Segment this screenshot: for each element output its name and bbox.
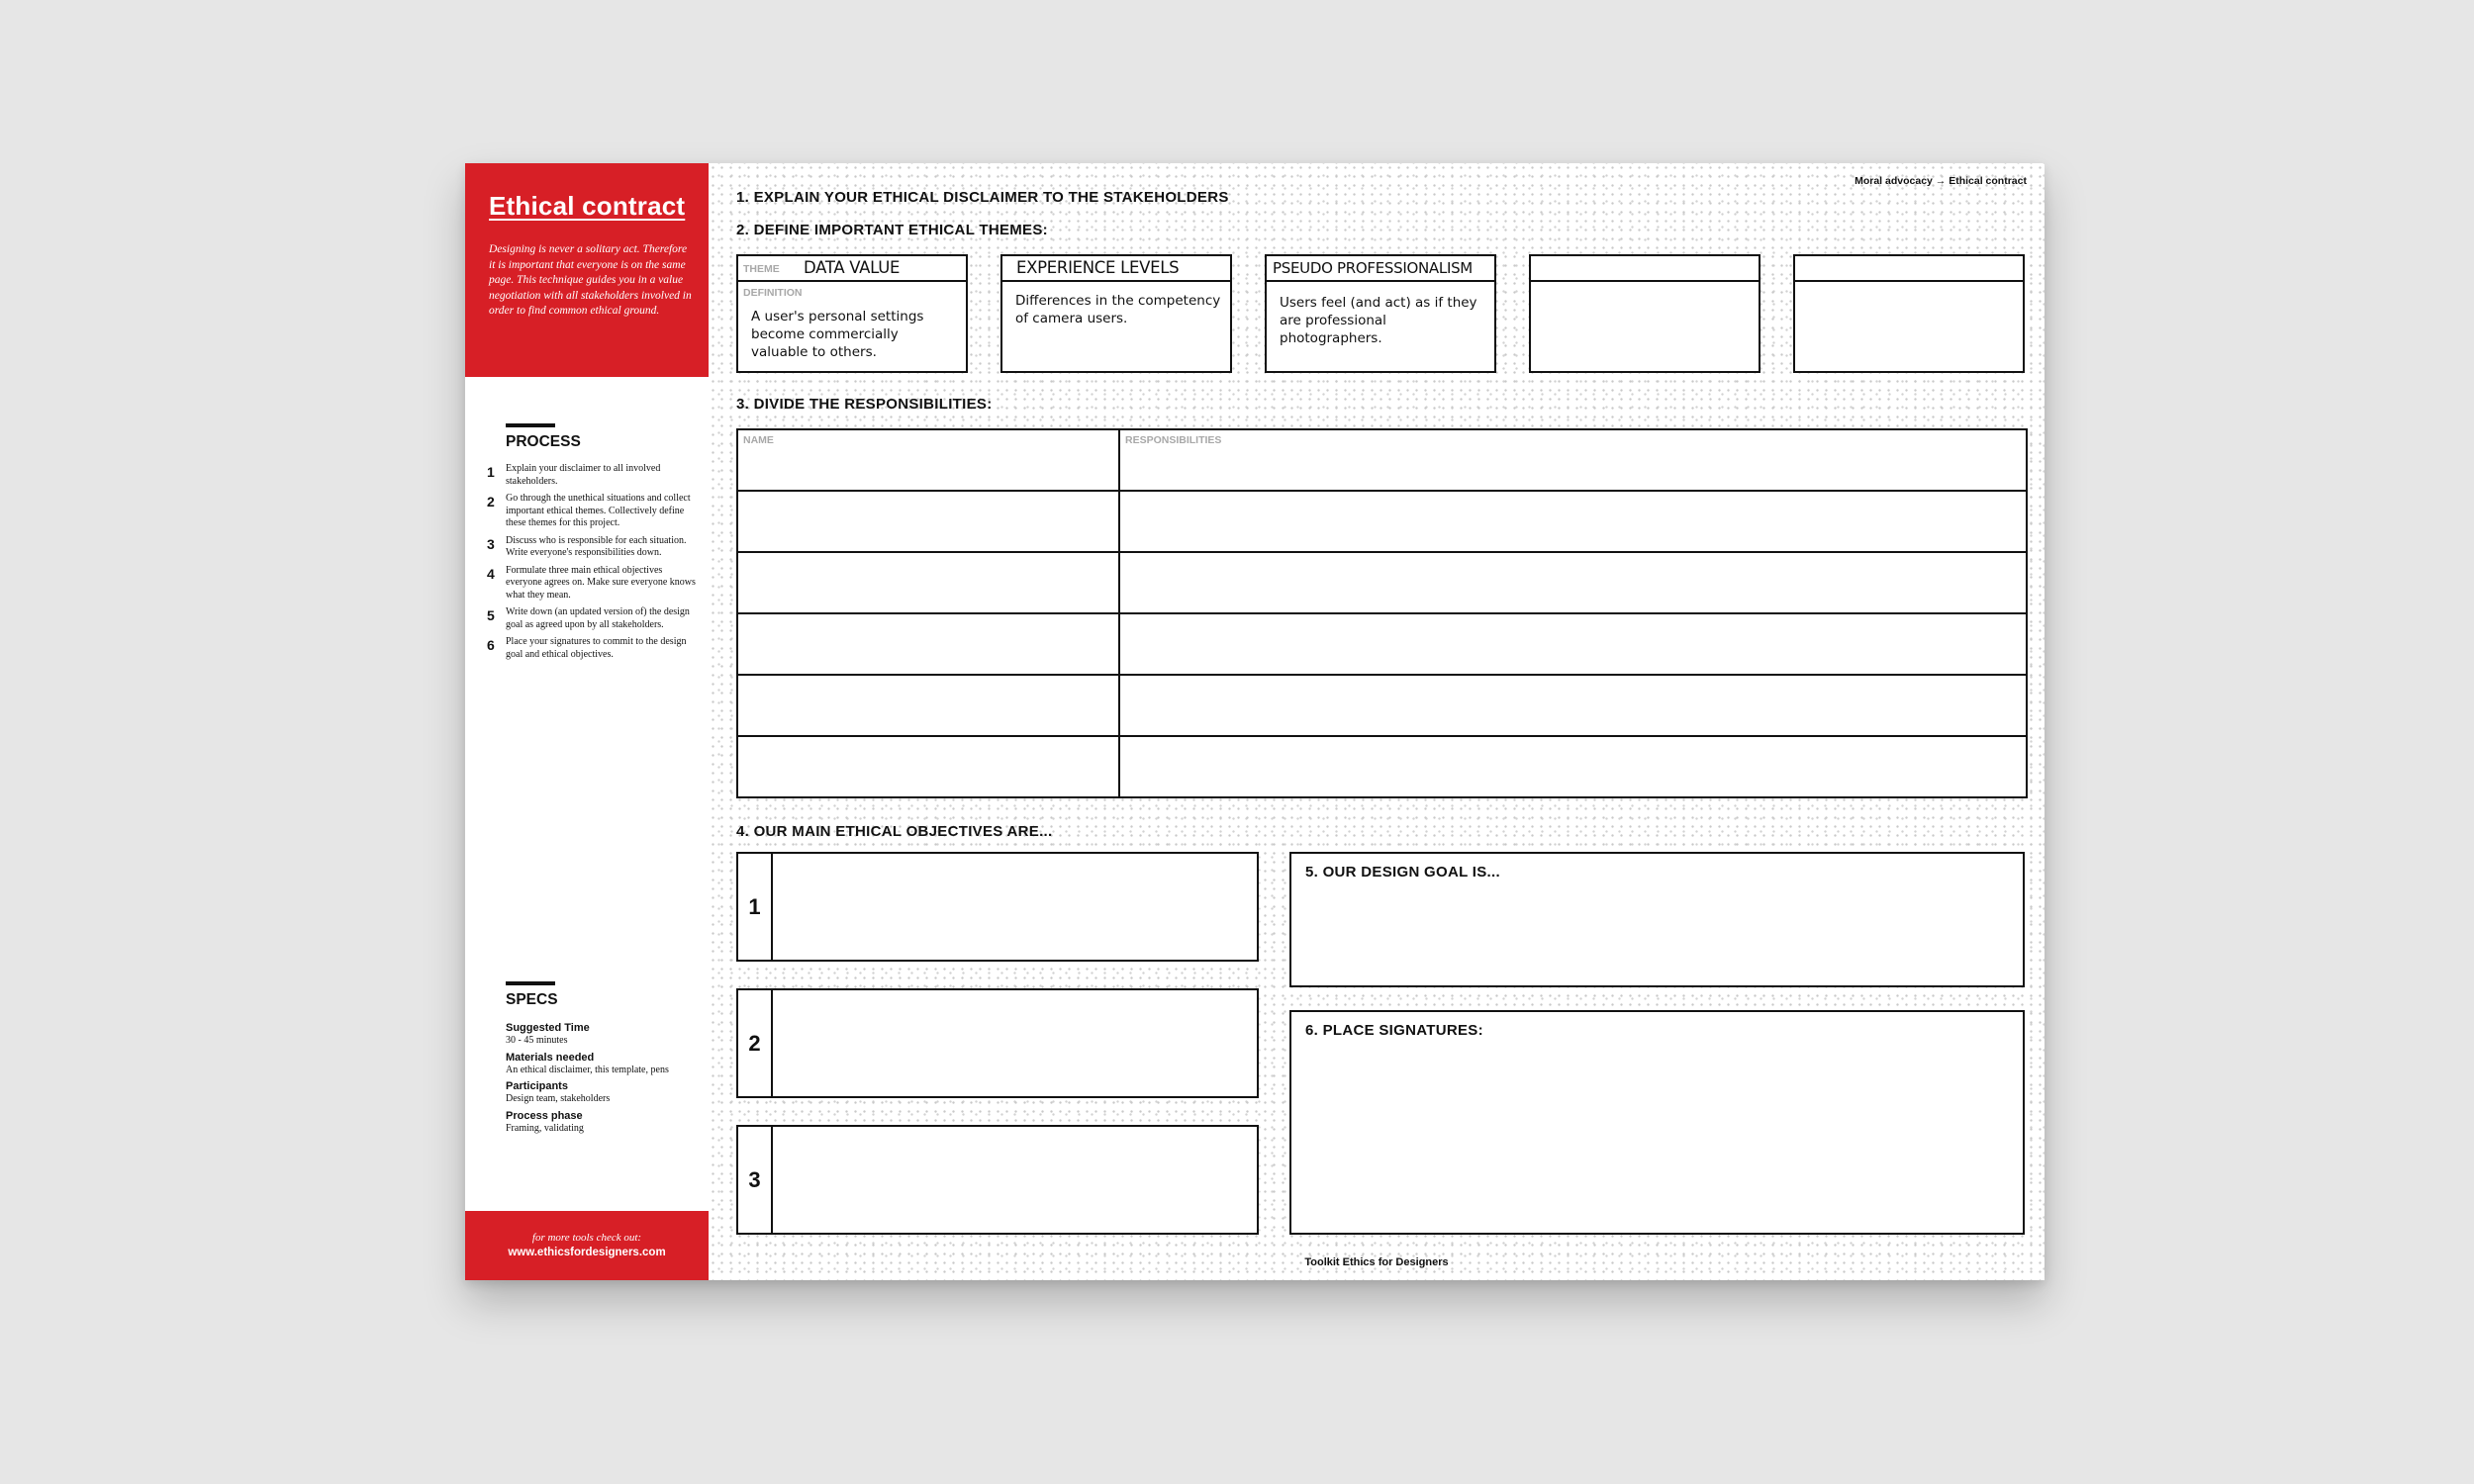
signatures-heading: 6. PLACE SIGNATURES:: [1305, 1022, 1483, 1039]
process-step: [487, 565, 697, 603]
name-cell[interactable]: [737, 736, 1119, 797]
toolkit-footer: Toolkit Ethics for Designers: [1304, 1256, 1449, 1268]
table-row: [737, 736, 2027, 797]
table-row: [737, 613, 2027, 675]
theme-card[interactable]: [1265, 254, 1496, 373]
theme-field[interactable]: [1531, 256, 1759, 282]
objective-box[interactable]: [736, 1125, 1259, 1235]
step-number: 6: [487, 637, 495, 653]
spec-label: Materials needed: [506, 1051, 595, 1064]
step2-heading: 2. DEFINE IMPORTANT ETHICAL THEMES:: [736, 222, 1048, 238]
sidebar: [465, 163, 709, 1280]
themes-row: [736, 254, 2027, 373]
name-cell[interactable]: [737, 675, 1119, 736]
process-heading: PROCESS: [506, 433, 581, 450]
process-step: [487, 636, 697, 661]
ethical-contract-sheet: [465, 163, 2045, 1280]
step4-heading: 4. OUR MAIN ETHICAL OBJECTIVES ARE...: [736, 823, 1053, 840]
spec-label: Participants: [506, 1080, 568, 1092]
worksheet-area: [709, 163, 2045, 1280]
theme-value: EXPERIENCE LEVELS: [1016, 258, 1180, 277]
step-text: Place your signatures to commit to the design goal and ethical objectives.: [506, 636, 687, 660]
column-header-responsibilities: RESPONSIBILITIES: [1119, 429, 2027, 491]
responsibility-cell[interactable]: [1119, 491, 2027, 552]
step-text: Discuss who is responsible for each situation. Write everyone's responsibilities down.: [506, 534, 687, 558]
step-text: Write down (an updated version of) the design goal as agreed upon by all stakeholders.: [506, 606, 690, 630]
theme-card[interactable]: [736, 254, 968, 373]
name-cell[interactable]: [737, 491, 1119, 552]
theme-field[interactable]: [1267, 256, 1494, 282]
step-number: 5: [487, 607, 495, 623]
theme-card[interactable]: [1000, 254, 1232, 373]
step-text: Formulate three main ethical objectives everyone agrees on. Make sure everyone knows what they mean.: [506, 564, 696, 601]
design-goal-heading: 5. OUR DESIGN GOAL IS...: [1305, 864, 1500, 881]
definition-value: A user's personal settings become commercially valuable to others.: [751, 309, 924, 360]
step-number: 3: [487, 535, 495, 552]
step-number: 1: [487, 464, 495, 480]
responsibility-cell[interactable]: [1119, 552, 2027, 613]
spec-label: Process phase: [506, 1109, 583, 1122]
theme-field[interactable]: [1002, 256, 1230, 282]
website-link[interactable]: www.ethicsfordesigners.com: [508, 1247, 666, 1258]
objective-number: 3: [738, 1127, 773, 1233]
process-step: [487, 493, 697, 530]
specs-heading: SPECS: [506, 991, 558, 1008]
spec-value: 30 - 45 minutes: [506, 1035, 568, 1046]
spec-item: [506, 1051, 694, 1077]
spec-value: An ethical disclaimer, this template, pens: [506, 1064, 669, 1075]
responsibilities-table: [736, 428, 2028, 798]
objective-number: 1: [738, 854, 773, 960]
definition-value: Differences in the competency of camera users.: [1015, 293, 1221, 326]
objective-box[interactable]: [736, 852, 1259, 962]
responsibility-cell[interactable]: [1119, 613, 2027, 675]
intro-text: Designing is never a solitary act. Therefore it is important that everyone is on the same page. This technique guides you in a value negotiation with all stakeholders involved in order to find common ethical ground.: [489, 243, 692, 317]
spec-item: [506, 1021, 694, 1048]
specs-divider: [506, 981, 555, 985]
sidebar-header: [465, 163, 709, 377]
step-text: Explain your disclaimer to all involved stakeholders.: [506, 463, 661, 487]
spec-value: Design team, stakeholders: [506, 1093, 611, 1104]
specs-list: [506, 1021, 694, 1138]
definition-label: DEFINITION: [743, 287, 803, 299]
process-list: [487, 463, 697, 666]
column-header-name: NAME: [737, 429, 1119, 491]
signatures-box[interactable]: [1289, 1010, 2025, 1235]
spec-item: [506, 1109, 694, 1136]
process-divider: [506, 423, 555, 427]
spec-label: Suggested Time: [506, 1022, 590, 1034]
spec-item: [506, 1079, 694, 1106]
theme-card[interactable]: [1529, 254, 1760, 373]
theme-value: PSEUDO PROFESSIONALISM: [1273, 259, 1473, 277]
objective-number: 2: [738, 990, 773, 1096]
process-step: [487, 463, 697, 488]
spec-value: Framing, validating: [506, 1122, 584, 1134]
definition-value: Users feel (and act) as if they are professional photographers.: [1280, 295, 1477, 346]
sidebar-footer: [465, 1211, 709, 1280]
step-number: 2: [487, 494, 495, 510]
table-row: [737, 675, 2027, 736]
table-row: [737, 491, 2027, 552]
step-number: 4: [487, 565, 495, 582]
step-text: Go through the unethical situations and collect important ethical themes. Collectively define these themes for this project.: [506, 493, 691, 528]
name-cell[interactable]: [737, 613, 1119, 675]
process-step: [487, 606, 697, 631]
footer-note: for more tools check out:: [531, 1232, 642, 1244]
table-header-row: [737, 429, 2027, 491]
table-row: [737, 552, 2027, 613]
name-cell[interactable]: [737, 552, 1119, 613]
theme-value: DATA VALUE: [804, 258, 901, 277]
theme-card[interactable]: [1793, 254, 2025, 373]
design-goal-box[interactable]: [1289, 852, 2025, 987]
step3-heading: 3. DIVIDE THE RESPONSIBILITIES:: [736, 396, 993, 413]
step1-heading: 1. EXPLAIN YOUR ETHICAL DISCLAIMER TO THE STAKEHOLDERS: [736, 189, 1229, 206]
process-step: [487, 535, 697, 560]
responsibility-cell[interactable]: [1119, 736, 2027, 797]
theme-field[interactable]: [1795, 256, 2023, 282]
responsibility-cell[interactable]: [1119, 675, 2027, 736]
objective-box[interactable]: [736, 988, 1259, 1098]
breadcrumb: Moral advocacy → Ethical contract: [1855, 175, 2027, 187]
sheet-title: Ethical contract: [489, 191, 686, 221]
theme-label: THEME: [743, 263, 780, 275]
theme-field[interactable]: [738, 256, 966, 282]
